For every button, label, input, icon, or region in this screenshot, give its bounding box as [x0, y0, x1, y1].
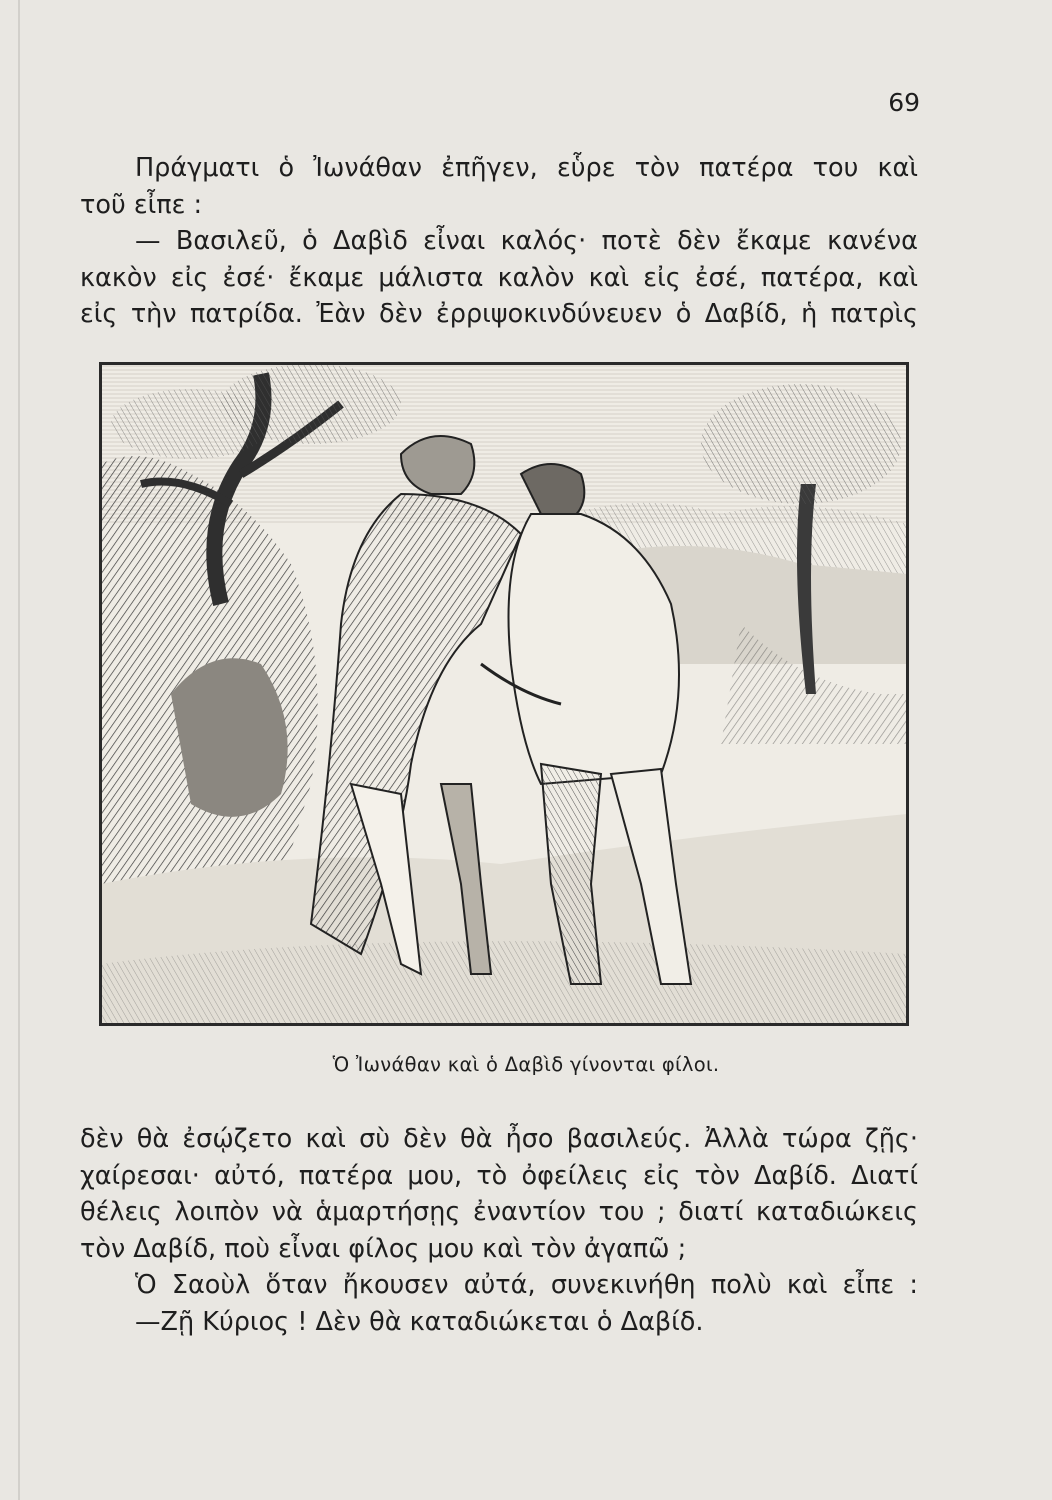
text-line-1: Πράγματι ὁ Ἰωνάθαν ἐπῆγεν, εὗρε τὸν πατέρα του καὶ — [135, 153, 918, 183]
text-line-5: εἰς τὴν πατρίδα. Ἐὰν δὲν ἐρριψοκινδύνευεν ὁ Δαβίδ, ἡ πατρὶς — [80, 299, 918, 330]
page-number: 69 — [888, 88, 920, 117]
top-paragraphs — [80, 150, 918, 333]
text-line-6: δὲν θὰ ἐσῴζετο καὶ σὺ δὲν θὰ ἦσο βασιλεύς. Ἀλλὰ τώρα ζῇς· — [80, 1124, 918, 1154]
text-line-10: Ὁ Σαοὺλ ὅταν ἤκουσεν αὐτά, συνεκινήθη πολὺ καὶ εἶπε : — [135, 1270, 918, 1301]
text-line-4: κακὸν εἰς ἐσέ· ἔκαμε μάλιστα καλὸν καὶ εἰς ἐσέ, πατέρα, καὶ — [80, 262, 918, 293]
page-edge-line — [18, 0, 20, 1500]
text-line-3: — Βασιλεῦ, ὁ Δαβὶδ εἶναι καλός· ποτὲ δὲν ἔκαμε κανένα — [135, 226, 918, 257]
bottom-paragraphs — [80, 1121, 918, 1341]
text-line-9: τὸν Δαβίδ, ποὺ εἶναι φίλος μου καὶ τὸν ἀγαπῶ ; — [80, 1233, 687, 1264]
figure-caption: Ὁ Ἰωνάθαν καὶ ὁ Δαβὶδ γίνονται φίλοι. — [332, 1053, 720, 1076]
text-line-11: —Ζῇ Κύριος ! Δὲν θὰ καταδιώκεται ὁ Δαβίδ. — [135, 1306, 704, 1337]
text-line-7: χαίρεσαι· αὐτό, πατέρα μου, τὸ ὀφείλεις εἰς τὸν Δαβίδ. Διατί — [80, 1160, 918, 1191]
text-line-2: τοῦ εἶπε : — [80, 189, 203, 220]
engraving-illustration — [99, 362, 909, 1026]
text-line-8: θέλεις λοιπὸν νὰ ἁμαρτήσῃς ἐναντίον του ; διατί καταδιώκεις — [80, 1197, 918, 1228]
engraving-drawing — [101, 364, 907, 1024]
